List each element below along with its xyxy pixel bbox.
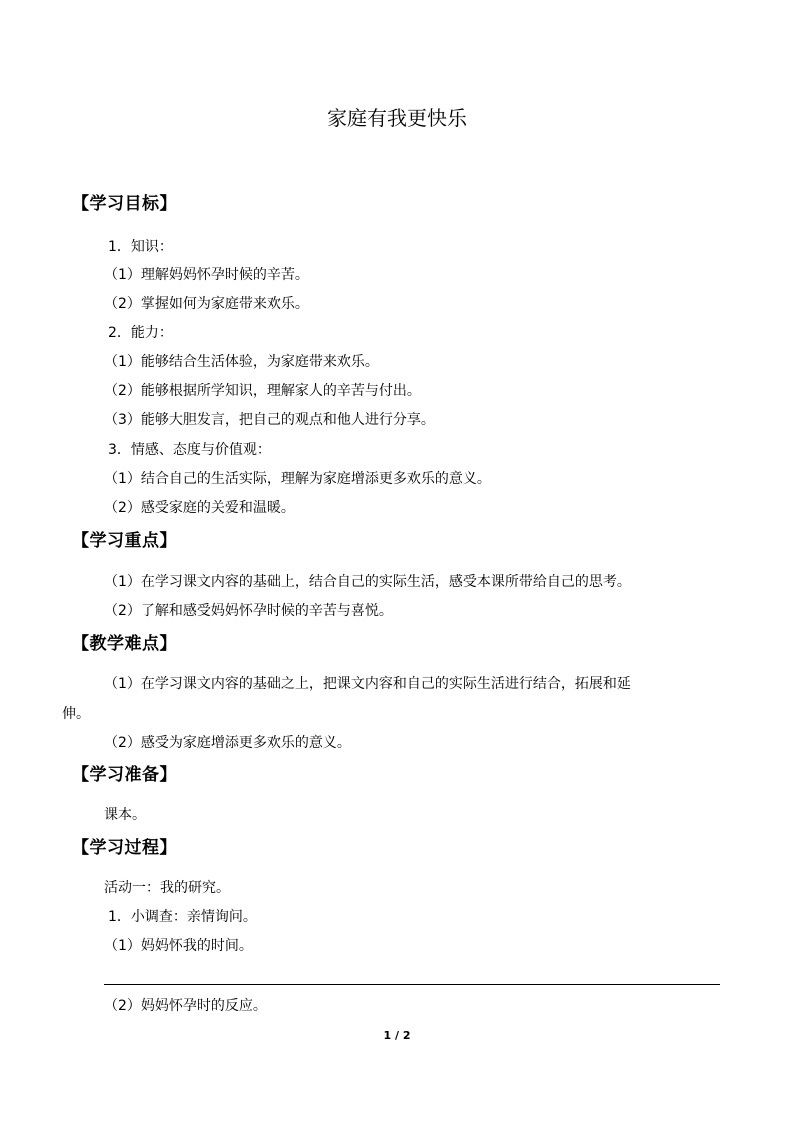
key-point-line-1: （1）在学习课文内容的基础上，结合自己的实际生活，感受本课所带给自己的思考。: [104, 574, 631, 590]
section-heading-preparation: 【学习准备】: [72, 765, 177, 785]
preparation-line-1: 课本。: [104, 807, 146, 823]
objective-line-3: （2）掌握如何为家庭带来欢乐。: [104, 296, 309, 312]
objective-line-1: 1．知识：: [108, 239, 173, 255]
difficulty-line-2: （2）感受为家庭增添更多欢乐的意义。: [104, 735, 351, 751]
process-line-3: （1）妈妈怀我的时间。: [104, 938, 253, 954]
key-point-line-2: （2）了解和感受妈妈怀孕时候的辛苦与喜悦。: [104, 603, 393, 619]
objective-line-4: 2．能力：: [108, 325, 173, 341]
process-line-2: 1．小调查：亲情询问。: [108, 909, 257, 925]
objective-line-8: 3．情感、态度与价值观：: [108, 442, 271, 458]
answer-line: [104, 984, 720, 985]
objective-line-6: （2）能够根据所学知识，理解家人的辛苦与付出。: [104, 383, 421, 399]
section-heading-difficulties: 【教学难点】: [72, 634, 177, 654]
difficulty-line-1: （1）在学习课文内容的基础之上，把课文内容和自己的实际生活进行结合，拓展和延: [104, 676, 631, 692]
objective-line-9: （1）结合自己的生活实际，理解为家庭增添更多欢乐的意义。: [104, 471, 491, 487]
objective-line-2: （1）理解妈妈怀孕时候的辛苦。: [104, 267, 309, 283]
process-line-4: （2）妈妈怀孕时的反应。: [104, 998, 267, 1014]
document-title: 家庭有我更快乐: [327, 106, 467, 130]
objective-line-7: （3）能够大胆发言，把自己的观点和他人进行分享。: [104, 412, 435, 428]
objective-line-10: （2）感受家庭的关爱和温暖。: [104, 500, 295, 516]
section-heading-process: 【学习过程】: [72, 838, 177, 858]
page-number: 1 / 2: [383, 1029, 411, 1042]
process-line-1: 活动一：我的研究。: [104, 880, 230, 896]
difficulty-line-1-wrap: 伸。: [62, 706, 90, 722]
section-heading-key-points: 【学习重点】: [72, 531, 177, 551]
section-heading-objectives: 【学习目标】: [72, 194, 177, 214]
objective-line-5: （1）能够结合生活体验，为家庭带来欢乐。: [104, 354, 379, 370]
